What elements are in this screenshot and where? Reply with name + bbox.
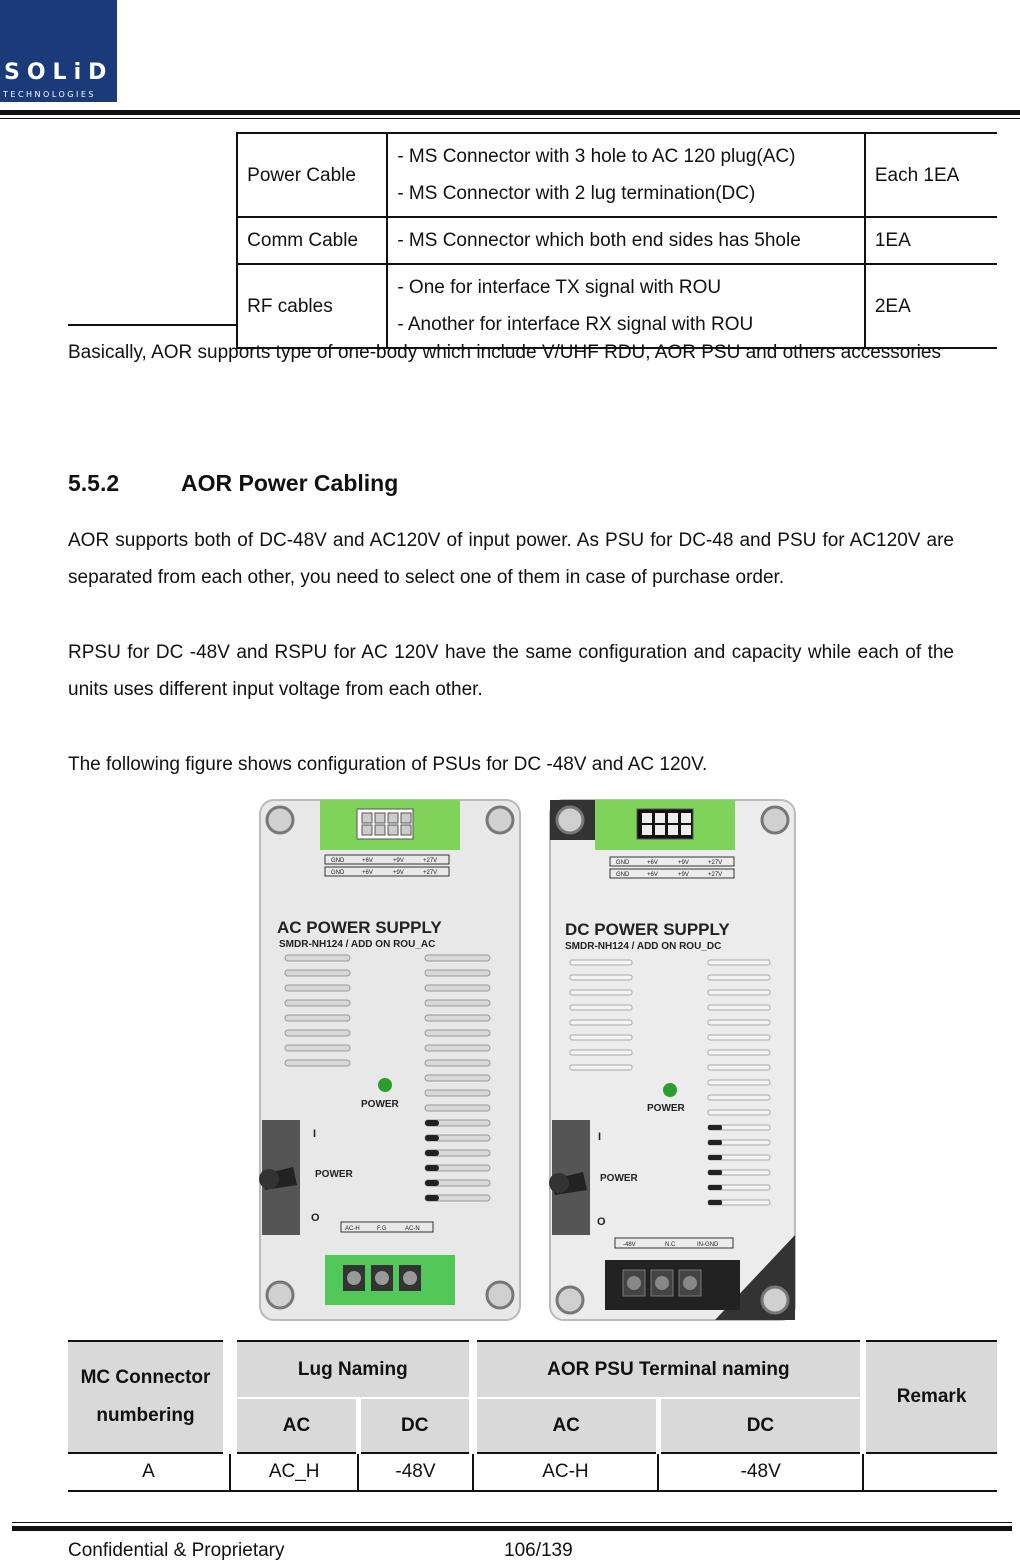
header-rule-thin bbox=[0, 118, 1020, 119]
parts-table bbox=[68, 132, 997, 349]
pin-label: +6V bbox=[362, 858, 373, 864]
footer-rule-thin bbox=[12, 1522, 1012, 1523]
switch-label: POWER bbox=[315, 1169, 353, 1180]
th-aor-dc: DC bbox=[658, 1398, 863, 1453]
logo-wordmark: SOLiD bbox=[4, 60, 114, 85]
switch-off-label: O bbox=[597, 1216, 606, 1228]
intro-paragraph: Basically, AOR supports type of one-body which include V/UHF RDU, AOR PSU and others accessories bbox=[68, 342, 941, 363]
pin-label: +6V bbox=[647, 860, 658, 866]
terminal-label: IN-GND bbox=[697, 1242, 719, 1248]
parts-qty: Each 1EA bbox=[865, 133, 997, 217]
parts-desc: - MS Connector which both end sides has 5hole bbox=[387, 217, 865, 264]
parts-qty: 1EA bbox=[865, 217, 997, 264]
switch-on-label: I bbox=[598, 1131, 602, 1143]
pin-label: +6V bbox=[362, 870, 373, 876]
footer-rule bbox=[12, 1526, 1012, 1531]
table-bottom-rule bbox=[68, 324, 238, 326]
header-rule bbox=[0, 110, 1020, 115]
table-cell: AC-H bbox=[473, 1453, 659, 1491]
dc-unit-title: DC POWER SUPPLY bbox=[565, 920, 730, 939]
parts-qty: 2EA bbox=[865, 264, 997, 348]
psu-figure bbox=[245, 795, 800, 1325]
pin-label: +27V bbox=[423, 870, 438, 876]
section-heading bbox=[68, 470, 398, 497]
table-cell bbox=[863, 1453, 997, 1491]
parts-item: Power Cable bbox=[237, 133, 387, 217]
pin-label: +9V bbox=[678, 860, 689, 866]
section-number: 5.5.2 bbox=[68, 470, 120, 496]
th-lug-ac: AC bbox=[230, 1398, 358, 1453]
th-mc-connector: MC Connector numbering bbox=[68, 1341, 230, 1453]
switch-label: POWER bbox=[600, 1173, 638, 1184]
footer-confidential: Confidential & Proprietary bbox=[68, 1540, 285, 1561]
dc-unit-model: SMDR-NH124 / ADD ON ROU_DC bbox=[565, 941, 722, 952]
page-number: 106/139 bbox=[504, 1540, 573, 1561]
pin-label: GND bbox=[616, 872, 630, 878]
pin-label: GND bbox=[616, 860, 630, 866]
paragraph: The following figure shows configuration of PSUs for DC -48V and AC 120V. bbox=[68, 754, 708, 775]
ac-unit-title: AC POWER SUPPLY bbox=[277, 918, 442, 937]
terminal-label: F.G bbox=[377, 1226, 387, 1232]
parts-item: Comm Cable bbox=[237, 217, 387, 264]
switch-on-label: I bbox=[313, 1128, 317, 1140]
power-led-label: POWER bbox=[361, 1099, 399, 1110]
parts-desc: - MS Connector with 3 hole to AC 120 plug(AC) - MS Connector with 2 lug termination(DC) bbox=[387, 133, 865, 217]
table-cell: -48V bbox=[658, 1453, 863, 1491]
terminal-label: AC-N bbox=[405, 1226, 420, 1232]
pin-label: +27V bbox=[708, 860, 723, 866]
pin-label: +6V bbox=[647, 872, 658, 878]
terminal-naming-table bbox=[68, 1340, 997, 1492]
pin-label: +9V bbox=[678, 872, 689, 878]
th-aor-terminal: AOR PSU Terminal naming bbox=[473, 1341, 864, 1398]
ac-power-supply-unit bbox=[259, 800, 520, 1320]
terminal-label: N.C bbox=[665, 1242, 676, 1248]
pin-label: GND bbox=[331, 858, 345, 864]
parts-item: RF cables bbox=[237, 264, 387, 348]
table-cell: AC_H bbox=[230, 1453, 358, 1491]
section-title: AOR Power Cabling bbox=[181, 470, 399, 496]
pin-label: GND bbox=[331, 870, 345, 876]
ac-unit-model: SMDR-NH124 / ADD ON ROU_AC bbox=[279, 939, 436, 950]
terminal-label: AC-H bbox=[345, 1226, 360, 1232]
parts-desc: - One for interface TX signal with ROU - Another for interface RX signal with ROU bbox=[387, 264, 865, 348]
switch-off-label: O bbox=[311, 1212, 320, 1224]
th-remark: Remark bbox=[863, 1341, 997, 1453]
terminal-label: -48V bbox=[623, 1242, 636, 1248]
paragraph: RPSU for DC -48V and RSPU for AC 120V have the same configuration and capacity while each of the units uses different input voltage from each other. bbox=[68, 642, 954, 700]
table-cell: A bbox=[68, 1453, 230, 1491]
th-lug-dc: DC bbox=[358, 1398, 472, 1453]
logo-subtitle: TECHNOLOGIES bbox=[3, 90, 96, 99]
paragraph: AOR supports both of DC-48V and AC120V of input power. As PSU for DC-48 and PSU for AC120V are separated from each other, you need to select one of them in case of purchase order. bbox=[68, 530, 954, 588]
th-aor-ac: AC bbox=[473, 1398, 659, 1453]
power-led-icon bbox=[378, 1078, 392, 1092]
power-led-icon bbox=[663, 1083, 677, 1097]
table-cell: -48V bbox=[358, 1453, 472, 1491]
power-led-label: POWER bbox=[647, 1103, 685, 1114]
th-lug-naming: Lug Naming bbox=[230, 1341, 473, 1398]
pin-label: +9V bbox=[393, 870, 404, 876]
pin-label: +27V bbox=[708, 872, 723, 878]
pin-label: +9V bbox=[393, 858, 404, 864]
solid-logo bbox=[0, 0, 117, 102]
pin-label: +27V bbox=[423, 858, 438, 864]
dc-power-supply-unit bbox=[549, 800, 795, 1320]
